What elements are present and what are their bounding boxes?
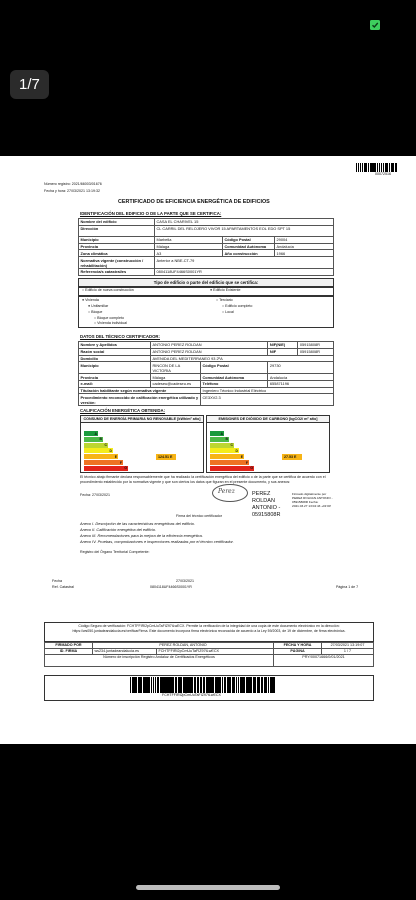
page-indicator: 1/7 <box>10 70 49 99</box>
tipo-local: ○ Local <box>222 310 234 314</box>
tecnico-table <box>78 341 334 406</box>
rating-bar-f <box>84 460 123 465</box>
rating-bar-a <box>84 431 98 436</box>
rating-letter: C <box>230 443 233 448</box>
rating-letter: F <box>245 460 248 465</box>
tec-municipio-label: Municipio <box>79 362 151 374</box>
fecha-firma: Fecha: 27/03/2021 <box>80 493 110 497</box>
rating-bar-c <box>84 443 108 448</box>
fecha-hora-value: 27/03/2021 13:19:07 <box>322 643 374 649</box>
rating-letter: E <box>240 454 243 459</box>
signer-detail: Firmado digitalmente por PEREZ ROLDAN ANTONIO - 05915808R Fecha: 2021.03.27 13:04:43 +01'00' <box>292 492 333 509</box>
firma-label: Firma del técnico certificador <box>176 514 222 518</box>
tec-proc-label: Procedimiento reconocido de calificación energética utilizado y versión: <box>79 394 201 406</box>
tec-tel-value: 655871196 <box>268 380 334 387</box>
document-page <box>0 156 416 744</box>
document-title: CERTIFICADO DE EFICIENCIA ENERGÉTICA DE EDIFICIOS <box>118 199 270 205</box>
normativa-value: Anterior a NBE-CT-79 <box>155 257 334 269</box>
footer-ref: 0804118UF4466S0001YR <box>150 585 192 589</box>
tipo-bloque-completo: ○ Bloque completo <box>94 316 124 320</box>
rating-bar-b <box>84 437 103 442</box>
anio-value: 1966 <box>275 250 334 257</box>
footer-ref-label: Ref. Catastral <box>52 585 74 589</box>
tipo-nueva: ○ Edificio de nueva construcción <box>82 288 134 292</box>
zona-value: A3 <box>155 250 223 257</box>
tec-provincia-label: Provincia <box>79 374 151 381</box>
rating-bar-e <box>210 454 244 459</box>
section-tecnico: DATOS DEL TÉCNICO CERTIFICADOR: <box>80 334 160 339</box>
rating-letter: D <box>109 448 112 453</box>
tec-nombre-value: ANTONIO PEREZ ROLDAN <box>151 342 268 349</box>
municipio-label: Municipio <box>79 236 155 243</box>
nombre-value: CASA EL CHARIVEL 15 <box>155 219 334 226</box>
rating-letter: D <box>235 448 238 453</box>
viewer-bottom-bar <box>0 744 416 900</box>
tipo-unifamiliar: ● Unifamiliar <box>88 304 109 308</box>
section-calificacion: CALIFICACIÓN ENERGÉTICA OBTENIDA: <box>80 408 166 413</box>
tec-ca-label: Comunidad Autónoma <box>201 374 268 381</box>
tec-domicilio-value: AVENIDA DEL MEDITERRANEO 93 2ºA <box>151 355 334 362</box>
consumo-header: CONSUMO DE ENERGÍA PRIMARIA NO RENOVABLE [kWh/m² año] <box>81 416 203 423</box>
tipo-bloque: ○ Bloque <box>88 310 103 314</box>
registro-number: Número registro: 2021/66003/01676 <box>44 182 102 186</box>
anio-label: Año construcción <box>223 250 275 257</box>
rating-bar-g <box>210 466 254 471</box>
id-firma-host: ws234.juntadeandalucia.es <box>93 648 157 654</box>
home-indicator[interactable] <box>136 885 280 890</box>
normativa-label: Normativa vigente (construcción / rehabilitación) <box>79 257 155 269</box>
municipio-value: Marbella <box>155 236 223 243</box>
rating-letter: G <box>250 466 253 471</box>
rating-bar-d <box>210 448 239 453</box>
building-table <box>78 218 334 276</box>
anexo-item: Anexo II. Calificación energética del edificio. <box>80 527 157 532</box>
tec-nif2-value: 05915808R <box>298 348 334 355</box>
pagina-value: 1 / 7 <box>322 648 374 654</box>
rating-letter: C <box>104 443 107 448</box>
ref-catastral-label: Referencia/s catastral/es <box>79 268 155 275</box>
firmado-value: PEREZ ROLDAN, ANTONIO <box>93 643 274 649</box>
ca-value: Andalucía <box>275 243 334 250</box>
tipo-terciario: ○ Terciario <box>216 298 233 302</box>
tec-razon-value: ANTONIO PEREZ ROLDAN <box>151 348 268 355</box>
check-icon[interactable] <box>370 20 380 30</box>
inscripcion-value: PRY/00071666/0/01/2021 <box>274 654 374 666</box>
verification-table <box>44 642 374 667</box>
rating-bar-d <box>84 448 113 453</box>
anexo-item: Anexo I. Descripción de las características energéticas del edificio. <box>80 521 196 526</box>
tec-nombre-label: Nombre y Apellidos <box>79 342 151 349</box>
tec-titulacion-label: Titulación habilitante según normativa vigente <box>79 387 201 394</box>
footer-pagina: Página 1 de 7 <box>336 585 359 589</box>
tec-tel-label: Teléfono <box>201 380 268 387</box>
provincia-value: Málaga <box>155 243 223 250</box>
tec-municipio-value: RINCON DE LA VICTORIA <box>151 362 201 374</box>
rating-letter: F <box>119 460 122 465</box>
rating-bar-c <box>210 443 234 448</box>
rating-bar-b <box>210 437 229 442</box>
tec-nif-label: NIF(NIE) <box>268 342 298 349</box>
rating-bar-e <box>84 454 118 459</box>
tipo-existente: ● Edificio Existente <box>210 288 241 292</box>
id-firma-value: FCHTFFIRI2pCmUuTaFIZ97tLwECX <box>157 648 274 654</box>
rating-letter: A <box>94 431 97 436</box>
rating-letter: B <box>225 437 228 442</box>
ref-catastral-value: 0804118UF4466S0001YR <box>155 268 334 275</box>
emisiones-rating: 27.53 E <box>282 454 302 460</box>
direccion-value: CL CARRIL DEL RELOJERO VIVOR 15 APARTAMENTOS EOL EDO SPT 15 <box>155 225 334 236</box>
pagina-label: PÁGINA <box>274 648 322 654</box>
rating-bar-f <box>210 460 249 465</box>
tec-cp-label: Código Postal <box>201 362 268 374</box>
fecha-hora: Fecha y hora: 27/03/2021 13:19:32 <box>44 189 100 193</box>
inscripcion-label: Número de inscripción Registro Andaluz de Certificados Energéticos <box>45 654 274 666</box>
barcode-code: FCHTFFIRI2pCmUuTaFIZ97tLwECX <box>162 693 221 697</box>
tec-titulacion-value: Ingeniero Técnico Industrial Eléctrico <box>201 387 334 394</box>
verification-text: Código Seguro de verificación: FCHTFFIRI2pCmUuTaFIZ97tLwECX. Permite la verificación de la integridad de una copia de este documento electrónico en la dirección: https://ws050.juntadeandalucia.es/verificarFirma. Este documento incorpora firma electrónica reconocida de acuerdo a la Ley 59/2003, de 19 de diciembre, de firma electrónica. <box>72 624 346 633</box>
tec-domicilio-label: Domicilio <box>79 355 151 362</box>
tec-email-label: e-mail: <box>79 380 151 387</box>
tec-ca-value: Andalucía <box>268 374 334 381</box>
declaracion-text: El técnico abajo firmante declara responsablemente que ha realizado la certificación energética del edificio o de la parte que se certifica de acuerdo con el procedimiento establecido por la normativa vigente y que son ciertos los datos que figuran en el presente documento, y sus anexos: <box>80 475 326 484</box>
footer-fecha-label: Fecha <box>52 579 62 583</box>
ca-label: Comunidad Autónoma <box>223 243 275 250</box>
footer-fecha: 27/03/2021 <box>176 579 194 583</box>
cp-value: 29004 <box>275 236 334 243</box>
emisiones-header: EMISIONES DE DIÓXIDO DE CARBONO [kgCO2/ m² año] <box>207 416 329 423</box>
direccion-label: Dirección <box>79 225 155 236</box>
fecha-hora-label: FECHA Y HORA <box>274 643 322 649</box>
viewer-top-bar <box>0 0 416 156</box>
tec-cp-value: 29730 <box>268 362 334 374</box>
tipo-vivienda-individual: ○ Vivienda individual <box>94 321 127 325</box>
tec-email-value: cadeseu@cadeseu.es <box>151 380 201 387</box>
section-identificacion: IDENTIFICACIÓN DEL EDIFICIO O DE LA PARTE QUE SE CERTIFICA: <box>80 211 222 216</box>
tec-nif2-label: NIF <box>268 348 298 355</box>
rating-letter: B <box>99 437 102 442</box>
signature-scrawl: Perez <box>218 488 235 495</box>
id-firma-label: ID. FIRMA <box>45 648 93 654</box>
signer-name: PEREZ ROLDAN ANTONIO - 05915808R <box>252 491 281 519</box>
ref-code: 00072516 <box>375 172 391 176</box>
tec-provincia-value: Málaga <box>151 374 201 381</box>
anexo-item: Anexo III. Recomendaciones para la mejora de la eficiencia energética. <box>80 533 203 538</box>
registro-organo: Registro del Órgano Territorial Competente: <box>80 550 150 554</box>
tec-proc-value: CE3XV2.3 <box>201 394 334 406</box>
nombre-label: Nombre del edificio <box>79 219 155 226</box>
rating-letter: G <box>124 466 127 471</box>
tec-razon-label: Razón social <box>79 348 151 355</box>
barcode-bar <box>396 163 397 172</box>
provincia-label: Provincia <box>79 243 155 250</box>
tipo-edificio-completo: ○ Edificio completo <box>222 304 253 308</box>
anexo-item: Anexo IV. Pruebas, comprobaciones e inspecciones realizadas por el técnico certificador. <box>80 539 234 544</box>
consumo-rating: 124.51 E <box>156 454 176 460</box>
rating-bar-a <box>210 431 224 436</box>
rating-bar-g <box>84 466 128 471</box>
firmado-label: FIRMADO POR <box>45 643 93 649</box>
tipo-header: Tipo de edificio o parte del edificio que se certifica: <box>78 278 334 287</box>
rating-letter: E <box>114 454 117 459</box>
zona-label: Zona climática <box>79 250 155 257</box>
cp-label: Código Postal <box>223 236 275 243</box>
bottom-barcode <box>130 677 288 693</box>
top-barcode <box>356 163 402 172</box>
tec-nif-value: 05915808R <box>298 342 334 349</box>
rating-letter: A <box>220 431 223 436</box>
tipo-vivienda: ● Vivienda <box>82 298 99 302</box>
